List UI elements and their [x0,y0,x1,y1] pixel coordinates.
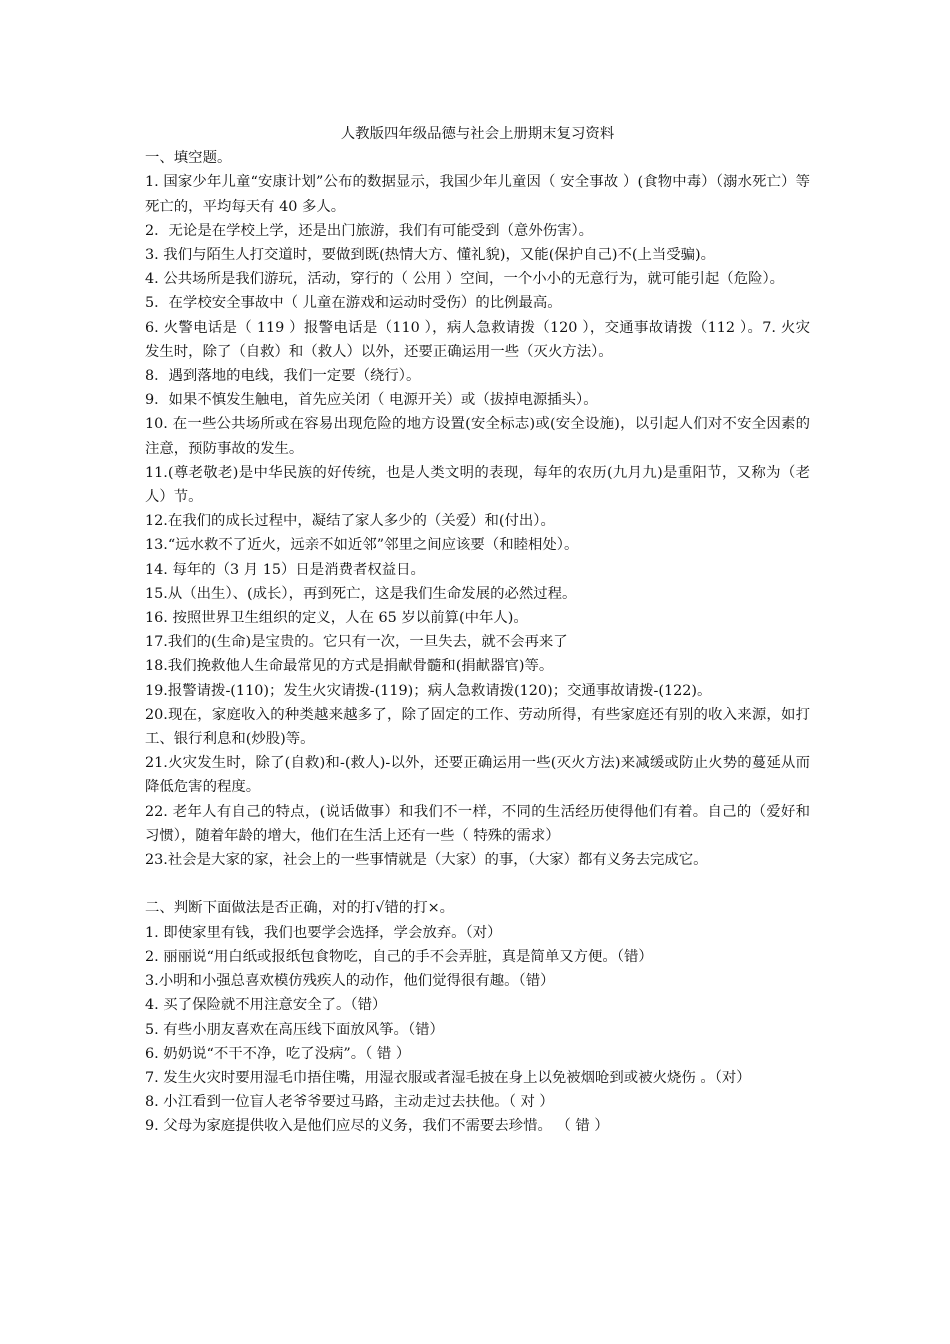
fill-in-question-11: 12.在我们的成长过程中，凝结了家人多少的（关爱）和(付出）。 [145,513,555,530]
true-false-question-5: 5. 有些小朋友喜欢在高压线下面放风筝。（错） [145,1021,444,1038]
true-false-question-list [145,921,810,1139]
fill-in-question-19: 20.现在，家庭收入的种类越来越多了，除了固定的工作、劳动所得，有些家庭还有别的收入来源，如打工、银行利息和(炒股)等。 [145,706,810,748]
fill-in-question-7: 8．遇到落地的电线，我们一定要（绕行）。 [145,368,421,385]
true-false-question-7: 7. 发生火灾时要用湿毛巾捂住嘴，用湿衣服或者湿毛披在身上以免被烟呛到或被火烧伤 。（对） [145,1069,751,1086]
true-false-question-3: 3.小明和小强总喜欢模仿残疾人的动作，他们觉得很有趣。（错） [145,973,555,990]
true-false-question-9: 9. 父母为家庭提供收入是他们应尽的义务，我们不需要去珍惜。 （ 错 ） [145,1118,609,1135]
fill-in-question-2: 2．无论是在学校上学，还是出门旅游，我们有可能受到（意外伤害）。 [145,222,594,239]
fill-in-question-3: 3. 我们与陌生人打交道时，要做到既(热情大方、懂礼貌)，又能(保护自己)不(上当受骗)。 [145,247,716,264]
fill-in-question-20: 21.火灾发生时，除了(自救)和-(救人)-以外，还要正确运用一些(灭火方法)来减缓或防止火势的蔓延从而降低危害的程度。 [145,755,810,796]
fill-in-question-9: 10. 在一些公共场所或在容易出现危险的地方设置(安全标志)或(安全设施)，以引起人们对不安全因素的注意，预防事故的发生。 [145,416,810,457]
section-spacer [145,872,810,896]
fill-in-question-list [145,170,810,872]
fill-in-question-16: 17.我们的(生命)是宝贵的。它只有一次，一旦失去，就不会再来了 [145,634,568,651]
fill-in-question-18: 19.报警请拨-(110)；发生火灾请拨-(119)；病人急救请拨(120)；交通事故请拨-(122)。 [145,682,712,699]
fill-in-question-12: 13.“远水救不了近火，远亲不如近邻”邻里之间应该要（和睦相处）。 [145,537,579,554]
true-false-question-8: 8. 小江看到一位盲人老爷爷要过马路，主动走过去扶他。（ 对 ） [145,1094,554,1111]
true-false-question-2: 2. 丽丽说“用白纸或报纸包食物吃，自己的手不会弄脏，真是简单又方便。（错） [145,948,653,965]
section-heading-fill-in: 一、填空题。 [145,150,232,167]
true-false-question-1: 1. 即使家里有钱，我们也要学会选择，学会放弃。（对） [145,924,502,941]
document-page [145,122,810,1139]
fill-in-question-13: 14. 每年的（3 月 15）日是消费者权益日。 [145,561,425,578]
fill-in-question-4: 4. 公共场所是我们游玩，活动，穿行的（ 公用 ）空间，一个小小的无意行为，就可能引起（危险）。 [145,271,785,288]
fill-in-question-14: 15.从（出生）、(成长），再到死亡，这是我们生命发展的必然过程。 [145,585,577,602]
section-heading-true-false: 二、判断下面做法是否正确，对的打√错的打×。 [145,900,455,917]
fill-in-question-22: 23.社会是大家的家，社会上的一些事情就是（大家）的事，（大家）都有义务去完成它。 [145,852,708,869]
fill-in-question-1: 1. 国家少年儿童“安康计划”公布的数据显示，我国少年儿童因（ 安全事故 ）(食物中毒）（溺水死亡）等死亡的，平均每天有 40 多人。 [145,174,810,215]
document-title: 人教版四年级品德与社会上册期末复习资料 [340,126,615,142]
fill-in-question-5: 5．在学校安全事故中（ 儿童在游戏和运动时受伤）的比例最高。 [145,295,562,312]
fill-in-question-6: 6. 火警电话是（ 119 ）报警电话是（110 ），病人急救请拨（120 ），交通事故请拨（112 ）。7. 火灾发生时，除了（自救）和（救人）以外，还要正确运用一些（灭火方法）。 [145,319,810,360]
fill-in-question-10: 11.(尊老敬老)是中华民族的好传统，也是人类文明的表现，每年的农历(九月九)是重阳节，又称为（老人）节。 [145,464,810,506]
fill-in-question-8: 9．如果不慎发生触电，首先应关闭（ 电源开关）或（拔掉电源插头）。 [145,392,598,409]
fill-in-question-17: 18.我们挽救他人生命最常见的方式是捐献骨髓和(捐献器官)等。 [145,658,554,675]
true-false-question-6: 6. 奶奶说“不干不净，吃了没病”。（ 错 ） [145,1045,411,1062]
true-false-question-4: 4. 买了保险就不用注意安全了。（错） [145,997,387,1014]
fill-in-question-15: 16. 按照世界卫生组织的定义，人在 65 岁以前算(中年人)。 [145,610,528,627]
fill-in-question-21: 22. 老年人有自己的特点，(说话做事）和我们不一样，不同的生活经历使得他们有着。自己的（爱好和习惯），随着年龄的增大，他们在生活上还有一些（ 特殊的需求） [145,803,810,844]
